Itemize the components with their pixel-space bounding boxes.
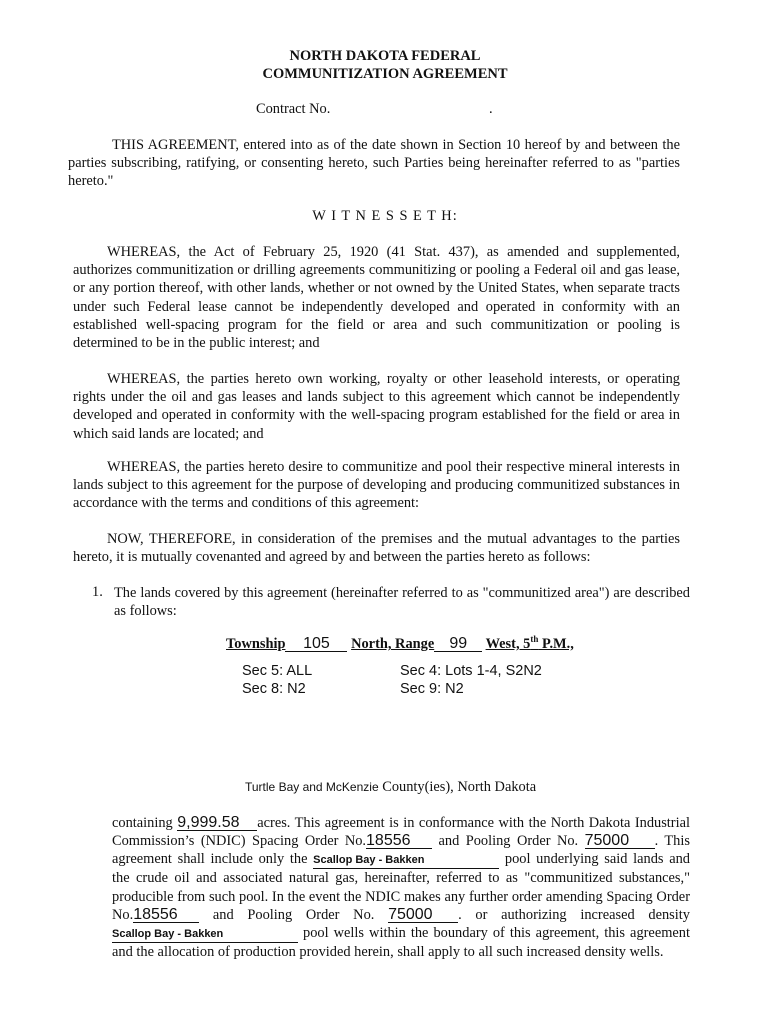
county-label: County(ies), North Dakota <box>382 779 537 795</box>
section-item: Sec 8: N2 <box>242 681 306 697</box>
acres-field[interactable]: 9,999.58 <box>177 815 257 831</box>
witnesseth-heading: W I T N E S S E T H: <box>312 208 458 224</box>
document-title-line2: COMMUNITIZATION AGREEMENT <box>262 66 508 82</box>
containing-text-4: . This agreement shall include only the <box>112 833 690 868</box>
containing-text-8: pool wells within the boundary of this agreement, this agreement and the allocation of production provided herein, shall apply to all such increased density wells. <box>112 925 690 961</box>
section-item: Sec 5: ALL <box>242 663 313 679</box>
intro-paragraph: THIS AGREEMENT, entered into as of the date shown in Section 10 hereof by and between the parties subscribing, ratifying, or consenting hereto, such Parties being hereinafter referred to as "parties hereto." <box>68 137 680 190</box>
pooling-order-field[interactable]: 75000 <box>585 833 655 849</box>
meridian-prefix: West, 5 <box>485 635 531 652</box>
item-1-number: 1. <box>92 584 103 600</box>
containing-text-5: pool underlying said lands and the crude oil and associated natural gas, hereinafter, referred to as "communitized substances," producible from such pool. In the event the NDIC makes any further order amending Spacing Order No. <box>112 851 690 923</box>
item-1-text: The lands covered by this agreement (hereinafter referred to as "communitized area") are described as follows: <box>114 585 690 620</box>
contract-number-line <box>256 101 493 118</box>
containing-text-6: and Pooling Order No. <box>212 906 375 923</box>
township-value-field[interactable]: 105 <box>285 636 347 652</box>
pooling-order-field-2[interactable]: 75000 <box>388 907 458 923</box>
containing-text-2: acres. This agreement is in conformance with the North Dakota Industrial Commission’s (NDIC) Spacing Order No. <box>112 815 690 850</box>
whereas-paragraph-2: WHEREAS, the parties hereto own working, royalty or other leasehold interests, or operating rights under the oil and gas leases and lands subject to this agreement which cannot be independently developed and operated in conformity with the well-spacing program established for the field or area in which said lands are located; and <box>73 371 680 442</box>
whereas-paragraph-3: WHEREAS, the parties hereto desire to communitize and pool their respective mineral interests in lands subject to this agreement for the purpose of developing and producing communitized substances in accordance with the terms and conditions of this agreement: <box>73 459 680 512</box>
pool-name-field-2[interactable]: Scallop Bay - Bakken <box>112 927 298 943</box>
section-item: Sec 9: N2 <box>400 681 464 697</box>
sections-left <box>242 662 312 698</box>
township-line <box>226 634 574 653</box>
range-label: North, Range <box>351 635 435 652</box>
containing-text-7: . or authorizing increased density <box>458 906 690 923</box>
meridian-label <box>486 636 574 652</box>
meridian-suffix: P.M., <box>538 635 574 652</box>
now-therefore-paragraph: NOW, THEREFORE, in consideration of the premises and the mutual advantages to the parties hereto, it is mutually covenanted and agreed by and between the parties hereto as follows: <box>73 531 680 566</box>
containing-text-3: and Pooling Order No. <box>438 833 579 850</box>
county-line <box>245 779 536 796</box>
spacing-order-field[interactable]: 18556 <box>366 833 432 849</box>
whereas-paragraph-1: WHEREAS, the Act of February 25, 1920 (41 Stat. 437), as amended and supplemented, authorizes communitization or drilling agreements communitizing or pooling a Federal oil and gas lease, or any portion thereof, with other lands, whether or not owned by the United States, when separate tracts under such Federal lease cannot be independently developed and operated in conformity with an established well-spacing program for the field or area and such communitization or pooling is determined to be in the public interest; and <box>73 244 680 352</box>
containing-paragraph <box>112 814 690 961</box>
meridian-sup: th <box>530 634 539 644</box>
contract-number-end: . <box>488 101 493 117</box>
document-title-line1: NORTH DAKOTA FEDERAL <box>289 48 481 64</box>
section-item: Sec 4: Lots 1-4, S2N2 <box>400 663 542 679</box>
sections-right <box>400 662 542 698</box>
containing-text-1: containing <box>112 815 173 831</box>
township-label: Township <box>226 635 286 652</box>
range-value-field[interactable]: 99 <box>434 636 482 652</box>
spacing-order-field-2[interactable]: 18556 <box>133 907 199 923</box>
county-value: Turtle Bay and McKenzie <box>245 780 379 794</box>
contract-number-label: Contract No. <box>256 101 331 117</box>
pool-name-field[interactable]: Scallop Bay - Bakken <box>313 853 499 869</box>
